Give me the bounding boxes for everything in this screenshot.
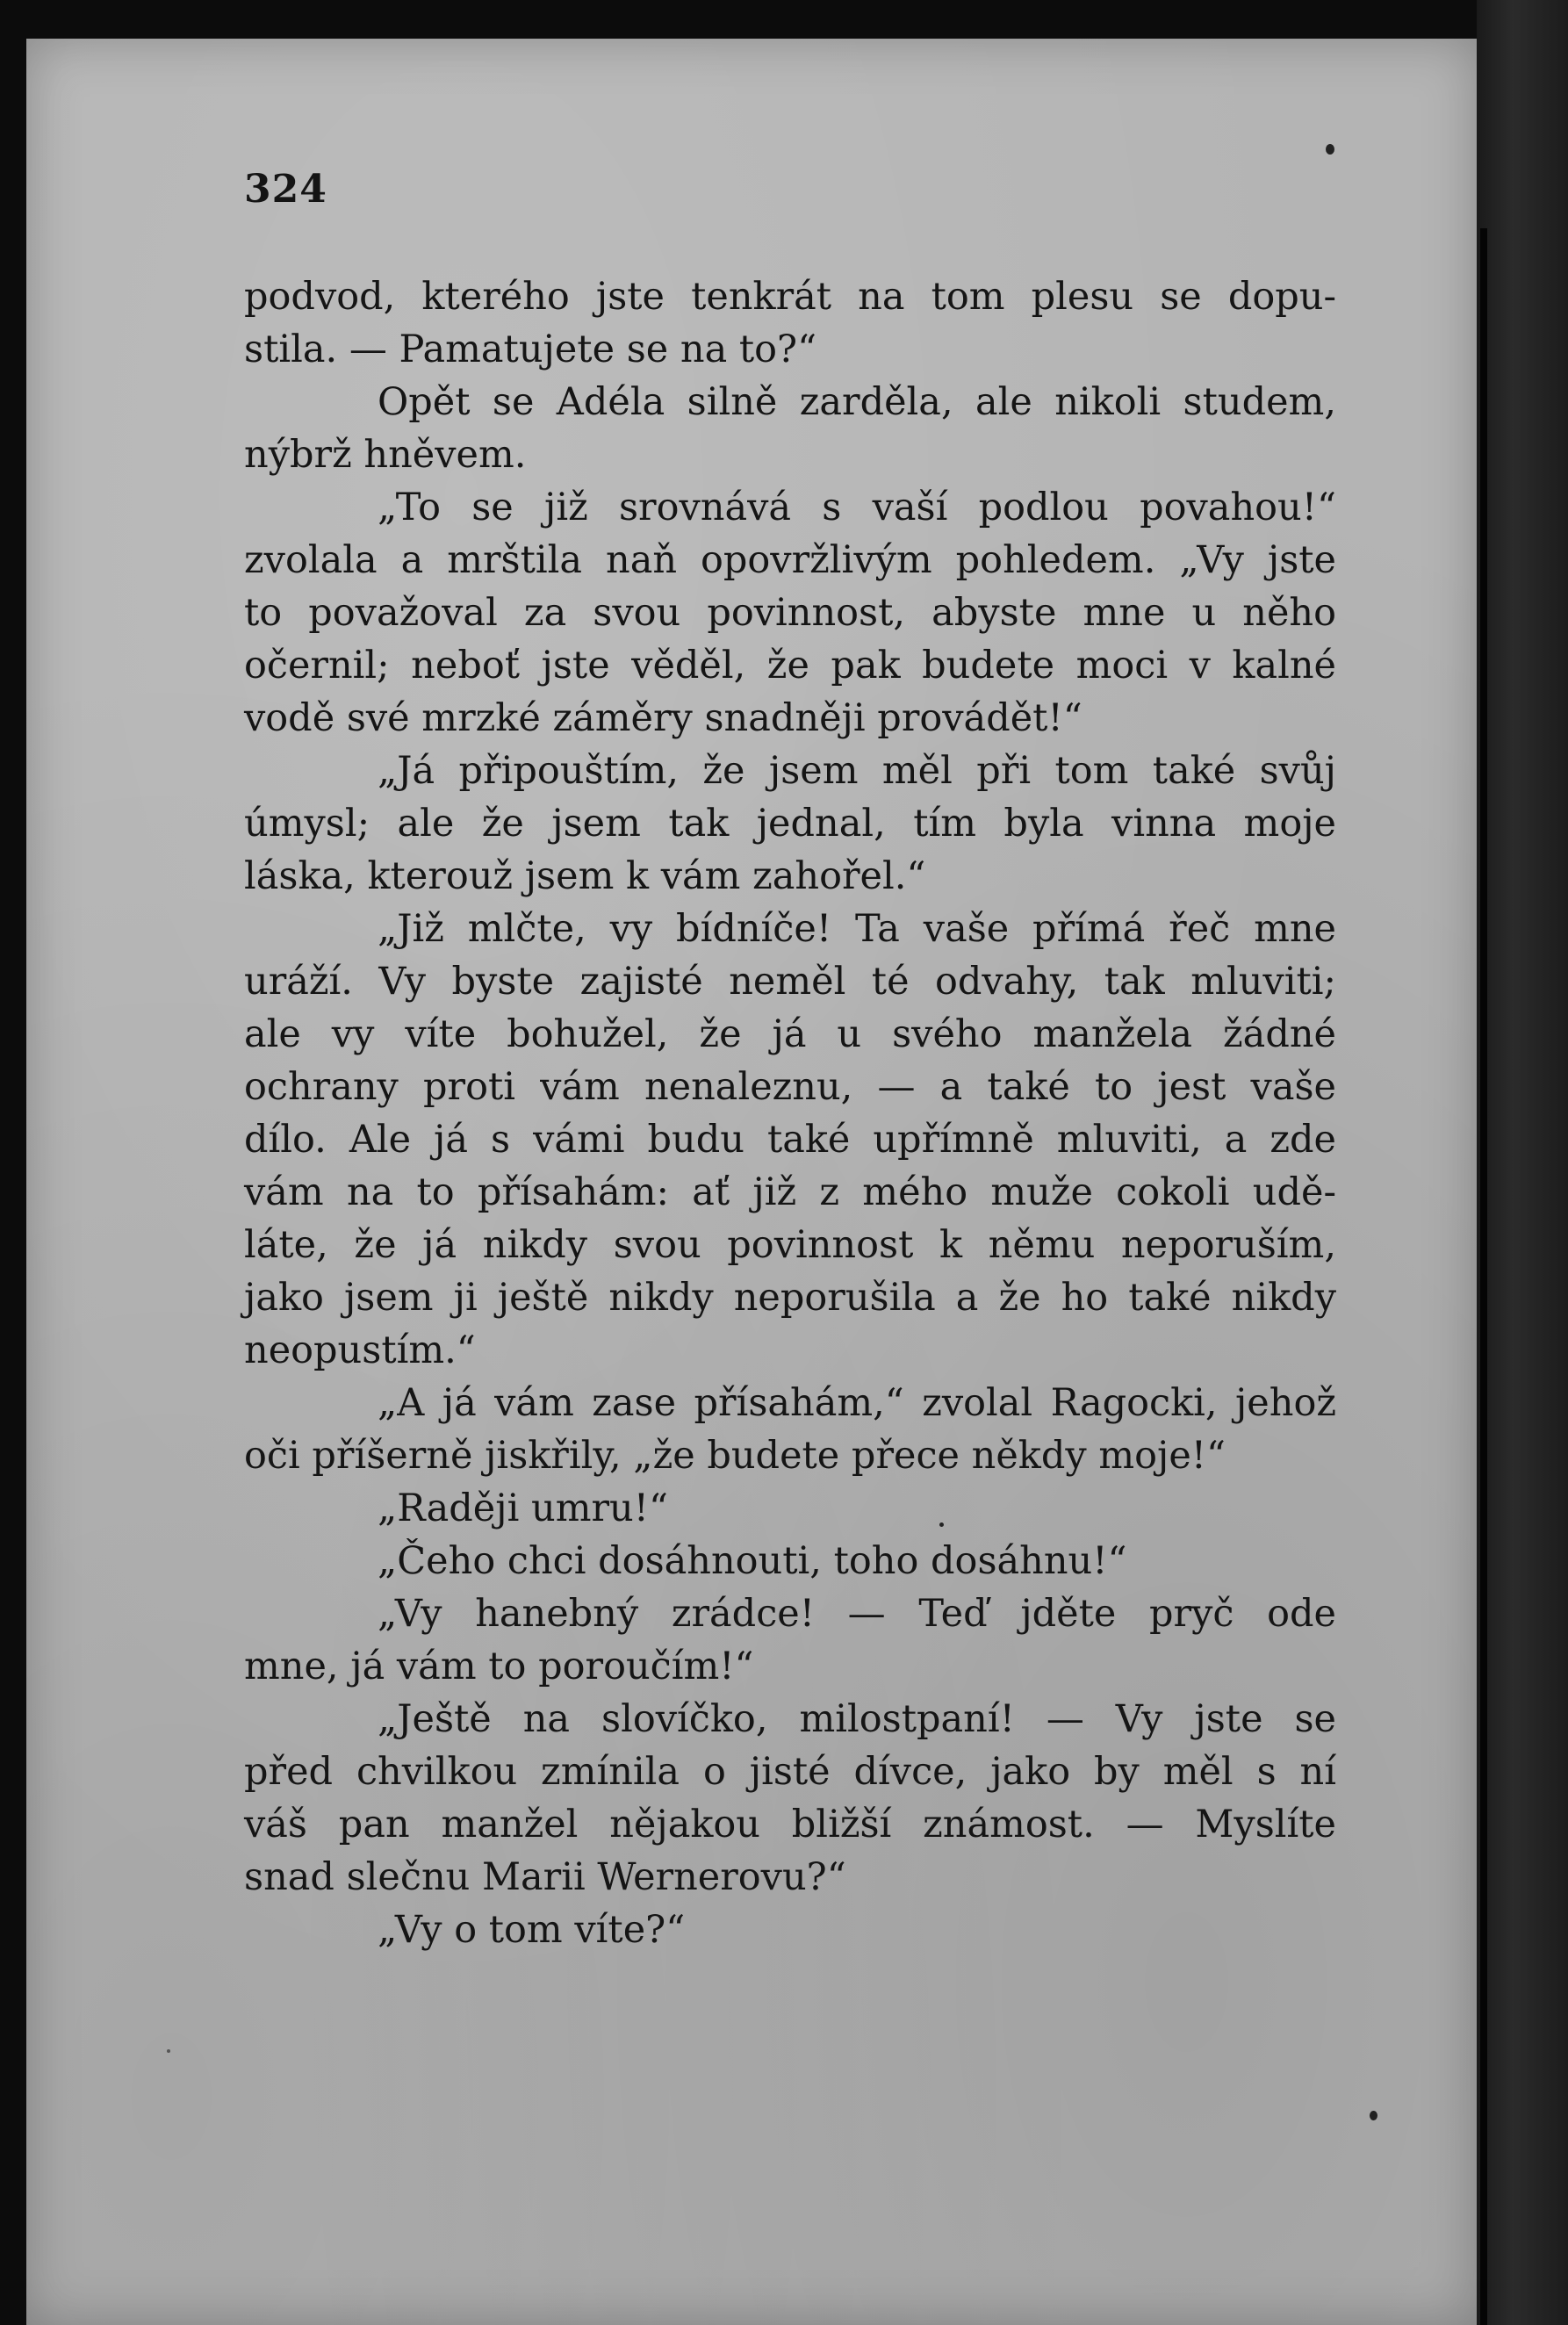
text-line: „A já vám zase přísahám,“ zvolal Ragocki, jehož <box>378 1381 1336 1425</box>
text-line: Opět se Adéla silně zarděla, ale nikoli studem, <box>378 380 1336 424</box>
text-line: uráží. Vy byste zajisté neměl té odvahy, tak mluviti; <box>244 960 1336 1004</box>
text-line: vám na to přísahám: ať již z mého muže cokoli udě- <box>244 1170 1336 1214</box>
text-line: váš pan manžel nějakou bližší známost. — Myslíte <box>244 1803 1336 1846</box>
text-line: oči příšerně jiskřily, „že budete přece někdy moje!“ <box>244 1434 1226 1478</box>
text-line: „Ještě na slovíčko, milostpaní! — Vy jste se <box>378 1697 1336 1741</box>
text-line: to považoval za svou povinnost, abyste mne u něho <box>244 591 1336 635</box>
text-line: dílo. Ale já s vámi budu také upřímně mluviti, a zde <box>244 1118 1336 1162</box>
text-line: „Raději umru!“ <box>378 1486 668 1530</box>
text-line: očernil; neboť jste věděl, že pak budete moci v kalné <box>244 644 1336 687</box>
text-line: láte, že já nikdy svou povinnost k němu neporuším, <box>244 1223 1336 1267</box>
text-line: stila. — Pamatujete se na to?“ <box>244 328 817 371</box>
text-line: před chvilkou zmínila o jisté dívce, jako by měl s ní <box>244 1750 1336 1794</box>
text-line: ale vy víte bohužel, že já u svého manžela žádné <box>244 1012 1336 1056</box>
page-gutter-shadow <box>1480 228 1487 2325</box>
text-line: neopustím.“ <box>244 1328 476 1372</box>
text-line: „Čeho chci dosáhnouti, toho dosáhnu!“ <box>378 1539 1127 1583</box>
text-line: snad slečnu Marii Wernerovu?“ <box>244 1855 846 1899</box>
text-line: „Již mlčte, vy bídníče! Ta vaše přímá řeč mne <box>378 907 1336 951</box>
body-text <box>244 270 1336 1956</box>
text-line: zvolala a mrštila naň opovržlivým pohledem. „Vy jste <box>244 538 1336 582</box>
paper-speck <box>1370 2111 1377 2120</box>
text-line: podvod, kterého jste tenkrát na tom plesu se dopu- <box>244 275 1336 319</box>
text-line: láska, kterouž jsem k vám zahořel.“ <box>244 854 926 898</box>
text-line: mne, já vám to poroučím!“ <box>244 1645 754 1688</box>
page-number: 324 <box>244 167 327 212</box>
paper-speck <box>167 2049 170 2053</box>
adjacent-page-edge <box>1477 0 1568 2325</box>
text-line: „Vy hanebný zrádce! — Teď jděte pryč ode <box>378 1592 1336 1636</box>
text-line: nýbrž hněvem. <box>244 433 527 477</box>
paper-speck <box>1326 144 1334 155</box>
text-line: ochrany proti vám nenaleznu, — a také to jest vaše <box>244 1065 1336 1109</box>
text-line: „Vy o tom víte?“ <box>378 1908 686 1952</box>
text-line: vodě své mrzké záměry snadněji provádět!“ <box>244 696 1082 740</box>
text-line: jako jsem ji ještě nikdy neporušila a že ho také nikdy <box>244 1276 1336 1320</box>
text-line: úmysl; ale že jsem tak jednal, tím byla vinna moje <box>244 802 1336 846</box>
text-line: „Já připouštím, že jsem měl při tom také svůj <box>378 749 1336 793</box>
text-line: „To se již srovnává s vaší podlou povahou!“ <box>378 486 1336 529</box>
